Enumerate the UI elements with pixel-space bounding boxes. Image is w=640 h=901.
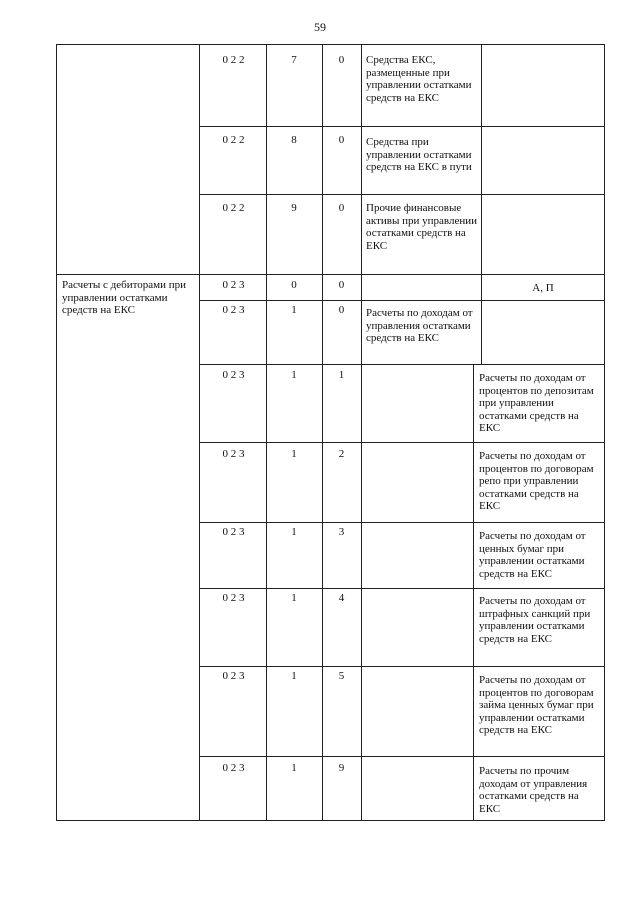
column-divider — [361, 44, 362, 820]
sub-code: 0 — [338, 304, 345, 316]
sub-code: 0 — [338, 279, 345, 291]
table-border-right — [604, 44, 605, 820]
account-code: 0 2 2 — [222, 54, 245, 66]
detail: Расчеты по доходам от штрафных санкций при управлении остатками средств на ЕКС — [479, 595, 591, 645]
sub-code: 0 — [338, 134, 345, 146]
sub-code: 2 — [338, 448, 345, 460]
account-code: 0 2 2 — [222, 202, 245, 214]
description: Средства ЕКС, размещенные при управлении остатками средств на ЕКС — [366, 54, 472, 104]
group-code: 1 — [291, 762, 297, 774]
account-code: 0 2 3 — [222, 369, 245, 381]
row-divider — [199, 522, 605, 523]
sub-code: 4 — [338, 592, 345, 604]
column-divider — [322, 44, 323, 820]
sub-code: 0 — [338, 202, 345, 214]
row-divider — [199, 756, 605, 757]
group-code: 0 — [291, 279, 297, 291]
detail: Расчеты по прочим доходам от управления остатками средств на ЕКС — [479, 765, 588, 815]
group-code: 1 — [291, 526, 297, 538]
table-border-bottom — [56, 820, 605, 821]
row-divider — [199, 442, 605, 443]
column-divider — [199, 44, 200, 820]
description: Средства при управлении остатками средств на ЕКС в пути — [366, 136, 472, 173]
detail: Расчеты по доходам от процентов по договорам займа ценных бумаг при управлении остатками средств на ЕКС — [479, 674, 594, 736]
group-code: 9 — [291, 202, 297, 214]
row-divider — [199, 588, 605, 589]
account-code: 0 2 3 — [222, 670, 245, 682]
column-divider — [473, 364, 474, 820]
account-code: 0 2 3 — [222, 526, 245, 538]
description: Прочие финансовые активы при управлении остатками средств на ЕКС — [366, 202, 477, 252]
sub-code: 0 — [338, 54, 345, 66]
row-divider — [56, 274, 605, 275]
accounts-table — [56, 44, 604, 820]
row-divider — [199, 300, 605, 301]
sub-code: 1 — [338, 369, 345, 381]
section-label: Расчеты с дебиторами при управлении остатками средств на ЕКС — [62, 279, 187, 316]
row-divider — [199, 666, 605, 667]
group-code: 1 — [291, 304, 297, 316]
group-code: 8 — [291, 134, 297, 146]
detail: Расчеты по доходам от ценных бумаг при управлении остатками средств на ЕКС — [479, 530, 586, 580]
table-border-top — [56, 44, 605, 45]
group-code: 1 — [291, 369, 297, 381]
account-code: 0 2 3 — [222, 448, 245, 460]
detail: Расчеты по доходам от процентов по депозитам при управлении остатками средств на ЕКС — [479, 372, 594, 434]
column-divider — [481, 44, 482, 364]
group-code: 1 — [291, 592, 297, 604]
page-number: 59 — [314, 20, 326, 34]
group-code: 1 — [291, 670, 297, 682]
group-code: 7 — [291, 54, 297, 66]
row-divider — [199, 194, 605, 195]
sub-code: 5 — [338, 670, 345, 682]
account-code: 0 2 3 — [222, 304, 245, 316]
column-divider — [266, 44, 267, 820]
account-code: 0 2 2 — [222, 134, 245, 146]
table-border-left — [56, 44, 57, 820]
detail: А, П — [532, 282, 554, 294]
account-code: 0 2 3 — [222, 592, 245, 604]
detail: Расчеты по доходам от процентов по договорам репо при управлении остатками средств на ЕКС — [479, 450, 594, 512]
row-divider — [199, 126, 605, 127]
sub-code: 3 — [338, 526, 345, 538]
row-divider — [199, 364, 605, 365]
account-code: 0 2 3 — [222, 762, 245, 774]
account-code: 0 2 3 — [222, 279, 245, 291]
group-code: 1 — [291, 448, 297, 460]
description: Расчеты по доходам от управления остатками средств на ЕКС — [366, 307, 473, 344]
sub-code: 9 — [338, 762, 345, 774]
